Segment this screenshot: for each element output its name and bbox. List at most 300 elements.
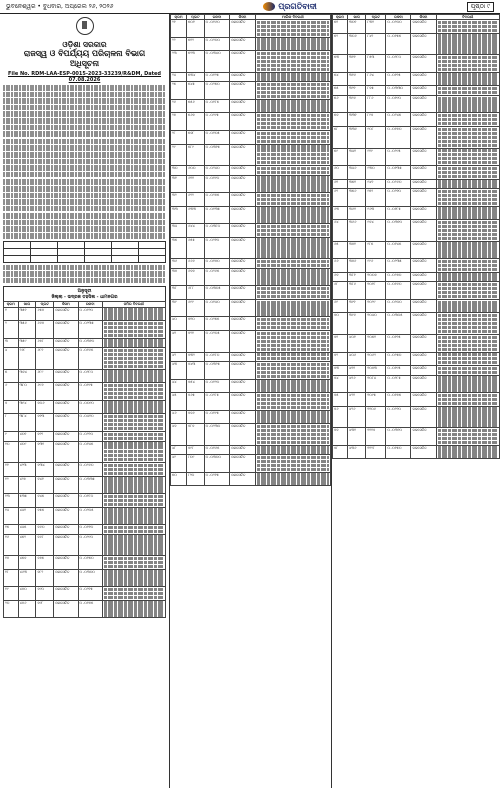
table-cell: ୬୭ [333,272,348,282]
table-cell: ୦.୦୧୪୫ [386,241,411,259]
table-cell: ୭୨ [333,352,348,366]
table-cell: ୩୮ [171,286,187,300]
table-cell: ୫୮ [333,126,348,148]
table-cell: ଜଳସେଚିତ [54,476,78,494]
table-cell: ୩୪୧ [348,148,366,166]
table-cell: ୬୬୬ [187,259,205,269]
table-cell: ୪୫୭ [18,556,36,570]
notice-title: ଅଧିସୂଚନା [69,59,100,68]
table-cell: ୧୦୫୧ [366,334,386,352]
table-row [333,393,500,407]
table-cell: ୮୫୩ [366,55,386,73]
table-cell: ୧୦୬୨ [366,352,386,366]
table-cell: ୦.୦୨୭୦ [386,272,411,282]
table-cell: ୭୩୪ [36,463,54,477]
table-cell: ୯ [4,431,19,441]
table-cell: ୯୧୯ [366,148,386,166]
table-cell: ଜଳସେଚିତ [230,424,256,446]
table-cell: ୭୪୧ [36,476,54,494]
land-description [255,99,330,113]
land-description [255,410,330,424]
table-cell: ୫୬୭ [187,113,205,131]
file-number: File No. RDM-LAA-ESP-0015-2023-33239/R&DM, Dated 07.08.2026 [7,71,162,83]
table-cell: ୭୯୮ [187,445,205,455]
table-row [333,259,500,273]
table-cell: ୦.୦୧୯୫ [78,383,102,401]
table-cell: ଜଳସେଚିତ [54,441,78,463]
table-cell: ୦.୦୧୫୦ [386,445,411,459]
page-number: ପୃଷ୍ଠା ୯ [467,2,494,12]
table-row [333,334,500,352]
table-cell: ୦.୦୨୨୦ [78,431,102,441]
table-cell: ୦.୦୧୯୦ [204,175,230,193]
table-cell: ଜଳସେଚିତ [54,587,78,601]
table-cell: ୧୫ [4,525,19,535]
table-cell: ୦.୦୧୮୦ [204,352,230,362]
table-cell: ୦.୦୩୦୫ [204,286,230,300]
table-cell: ୮୬୪ [366,72,386,86]
table-cell: ୦.୦୧୫୫ [386,33,411,55]
table-cell: ୦.୦୪୧୦ [78,414,102,432]
table-cell: ୩୨୬ [348,95,366,113]
summary-table [3,241,166,263]
table-cell: ୬୩୩ [187,206,205,224]
table-cell: ୦.୦୨୫୦ [204,82,230,100]
table-cell: ୩୩୬ [348,126,366,148]
table-cell: ଜଳସେଚିତ [54,463,78,477]
table-cell: ୧୦୭୩ [366,366,386,376]
land-description [436,148,500,166]
table-cell: ୫୩ [333,55,348,73]
table-cell: ୭୧ [333,334,348,352]
table-cell: ୩୨୧ [348,86,366,96]
table-cell: ୬୬୭ [36,321,54,339]
land-description [255,379,330,393]
table-cell: ୪୧୬ [348,375,366,393]
table-cell: ୫୦୧ [187,20,205,38]
table-cell: ୫୭ [333,113,348,127]
table-cell: ୩୮୦ [18,383,36,401]
table-cell: ୫୩୪ [187,72,205,82]
table-cell: ୭୩୨ [187,352,205,362]
land-description [436,313,500,335]
table-row [171,99,331,113]
land-description [436,113,500,127]
land-description [102,431,165,441]
table-cell: ୮ [4,414,19,432]
table-cell: ୦.୦୩୨୦ [386,428,411,446]
table-cell: ୩୧୬ [348,72,366,86]
table-cell: ୮୦୯ [187,455,205,473]
table-cell: ୪୦୬ [348,352,366,366]
table-cell: ୬୮୯ [36,369,54,383]
table-cell: ଜଳସେଚିତ [54,525,78,535]
table-cell: ୪୬ [171,410,187,424]
table-cell: ୦.୦୨୦୫ [204,330,230,352]
table-row [4,338,166,348]
land-description [436,428,500,446]
table-cell: ୩୭୪ [18,369,36,383]
table-row [4,569,166,587]
table-cell: ୦.୦୩୦୦ [78,569,102,587]
table-cell: ୪୬୩ [18,569,36,587]
table-cell: ୦.୦୨୮୦ [78,369,102,383]
table-cell: ଜଳସେଚିତ [411,148,436,166]
column-header: କ୍ରମ [171,15,187,20]
table-cell: ୫୫୬ [187,99,205,113]
land-description [436,393,500,407]
table-row [333,95,500,113]
table-cell: ୭୨୧ [187,330,205,352]
table-cell: ୦.୦୩୧୦ [386,220,411,242]
table-cell: ୯୦୮ [366,126,386,148]
table-cell: ୭୧୦ [187,317,205,331]
govt-emblem-icon [76,17,94,35]
table-cell: ୧୦୪୦ [366,313,386,335]
table-cell: ଜଳସେଚିତ [54,321,78,339]
table-cell: ୦.୦୨୧୫ [78,587,102,601]
table-cell: ୮୨୦ [187,472,205,486]
schedule-subtitle: ଜିଲ୍ଲା - ଭଦ୍ରକ ତହସିଲ - ଧାମନଗର [51,295,118,301]
land-description [255,445,330,455]
column-header: କିସମ [411,15,436,20]
table-cell: ୨୮ [171,130,187,144]
table-row [333,20,500,34]
table-cell: ଜଳସେଚିତ [54,534,78,556]
table-cell: ୪୦ [171,317,187,331]
table-cell: ଜଳସେଚିତ [411,20,436,34]
table-cell: ଜଳସେଚିତ [411,206,436,220]
table-cell: ୬୭୭ [187,268,205,286]
table-row [4,414,166,432]
table-cell: ୭୬୦ [36,525,54,535]
table-cell: ୦.୦୨୮୦ [386,55,411,73]
table-cell: ୧୦୯୫ [366,393,386,407]
table-cell: ୬୪ [333,220,348,242]
table-cell: ୨୬ [171,99,187,113]
table-cell: ୩୬ [171,259,187,269]
table-cell: ୬୨ [333,189,348,207]
land-description [255,330,330,352]
table-cell: ୧୦୨୯ [366,299,386,313]
land-description [255,206,330,224]
table-cell: ୦.୦୩୦୫ [386,313,411,335]
table-cell: ୮୪୨ [366,33,386,55]
table-cell: ୦.୦୨୩୫ [78,321,102,339]
land-description [436,352,500,366]
table-cell: ଜଳସେଚିତ [54,383,78,401]
table-row [333,313,500,335]
table-cell: ଜଳସେଚିତ [411,313,436,335]
table-cell: ଜଳସେଚିତ [411,55,436,73]
table-cell: ଜଳସେଚିତ [411,393,436,407]
table-cell: ୪୫୨ [18,534,36,556]
table-cell: ୩୪ [171,224,187,238]
table-row [171,166,331,176]
column-header: ଖାତା [18,302,36,307]
table-cell: ୧୦୮୪ [366,375,386,393]
table-cell: ୭୫୪ [187,379,205,393]
table-cell: ଜଳସେଚିତ [230,175,256,193]
table-cell: ୩୦୧ [348,20,366,34]
table-cell: ୯୩୦ [366,166,386,180]
table-cell: ୪୨୭ [18,476,36,494]
table-cell: ୩୯୬ [348,313,366,335]
table-cell: ୦.୦୧୬୫ [204,445,230,455]
schedule-title: ଅନୁସୂଚୀ [77,289,92,295]
table-row [171,51,331,73]
land-description [255,72,330,82]
column-header: ରକବା [386,15,411,20]
land-description [436,334,500,352]
table-row [4,476,166,494]
column-header: ଜମିର ବିବରଣୀ [102,302,165,307]
table-cell: ୨୭ [171,113,187,131]
land-description [102,507,165,525]
table-row [333,352,500,366]
land-description [102,400,165,414]
table-cell: ୩୭ [171,268,187,286]
table-cell: ୦.୦୨୦୦ [204,37,230,51]
table-cell: ୨୩ [171,51,187,73]
table-cell: ୪୩୧ [348,428,366,446]
table-cell: ୮୭୫ [366,86,386,96]
column-3 [332,14,500,788]
table-row [4,600,166,618]
land-description [255,237,330,259]
table-cell: ୭ [4,400,19,414]
table-row [171,424,331,446]
table-row [171,362,331,380]
table-cell: ଜଳସେଚିତ [411,406,436,428]
table-cell: ୦.୦୩୩୦ [386,86,411,96]
table-cell: ଜଳସେଚିତ [230,317,256,331]
column-1 [0,14,170,788]
table-row [4,556,166,570]
table-cell: ୬୮୮ [187,286,205,300]
table-cell: ଜଳସେଚିତ [411,189,436,207]
table-row [333,126,500,148]
table-row [4,587,166,601]
table-cell: ୭୩ [333,366,348,376]
table-cell: ୬୪୪ [187,224,205,238]
land-description [255,286,330,300]
table-cell: ୭୦୬ [36,400,54,414]
table-cell: ୦.୦୨୧୦ [386,189,411,207]
table-cell: ଜଳସେଚିତ [230,268,256,286]
table-row [333,445,500,459]
land-description [255,130,330,144]
table-cell: ଜଳସେଚିତ [230,224,256,238]
table-cell: ୦.୦୧୮୫ [386,206,411,220]
notice-body-1 [3,85,166,137]
table-cell: ୦.୦୧୫୦ [78,556,102,570]
column-header: ପ୍ଲଟ [366,15,386,20]
table-cell: ୦.୦୧୬୦ [386,282,411,300]
govt-name: ଓଡ଼ିଶା ସରକାର [62,40,107,49]
table-cell: ଜଳସେଚିତ [54,431,78,441]
column-header: ପ୍ଲଟ [36,302,54,307]
table-cell: ଜଳସେଚିତ [230,82,256,100]
land-description [255,362,330,380]
table-cell: ୫୬ [333,95,348,113]
table-cell: ୩୫୬ [348,189,366,207]
table-cell: ଜଳସେଚିତ [411,445,436,459]
schedule-table-2 [170,14,331,486]
table-cell: ଜଳସେଚିତ [411,272,436,282]
notice-body-4 [3,213,166,238]
land-description [255,166,330,176]
table-cell: ୨୪ [171,72,187,82]
land-description [436,126,500,148]
table-cell: ଜଳସେଚିତ [230,144,256,166]
table-cell: ୩୩୧ [348,113,366,127]
column-header: କିସମ [54,302,78,307]
table-cell: ଜଳସେଚିତ [54,338,78,348]
table-cell: ଜଳସେଚିତ [411,179,436,189]
land-description [255,224,330,238]
land-description [436,33,500,55]
table-cell: ୬୧ [333,179,348,189]
table-cell: ଜଳସେଚିତ [230,410,256,424]
table-cell: ୦.୦୧୨୫ [204,72,230,82]
table-cell: ୫୨ [333,33,348,55]
table-cell: ଜଳସେଚିତ [54,507,78,525]
table-row [4,507,166,525]
table-cell: ୩୧ [171,175,187,193]
table-cell: ୭୪୫ [36,494,54,508]
table-cell: ୦.୦୨୫୦ [386,352,411,366]
table-cell: ୪୭ [171,424,187,446]
table-cell: ୦.୦୧୨୦ [78,307,102,321]
table-cell: ୪୩ [171,362,187,380]
table-cell: ଜଳସେଚିତ [230,237,256,259]
table-cell: ୯୯୬ [366,259,386,273]
table-cell: ୮୯୭ [366,113,386,127]
table-row [333,375,500,393]
table-cell: ୦.୦୩୧୫ [204,144,230,166]
table-cell: ୭୮ [333,445,348,459]
table-cell: ୧୧ [4,463,19,477]
table-cell: ୬ [4,383,19,401]
schedule-heading [3,286,166,301]
land-description [102,307,165,321]
table-cell: ୦.୦୧୭୫ [386,393,411,407]
table-cell: ୩୫ [171,237,187,259]
table-cell: ଜଳସେଚିତ [230,206,256,224]
table-cell: ୦.୦୧୯୦ [386,95,411,113]
table-cell: ୩୨ [171,193,187,207]
table-cell: ଜଳସେଚିତ [54,307,78,321]
masthead [263,2,316,12]
table-row [171,193,331,207]
table-cell: ୨୦ [4,600,19,618]
table-cell: ୩୭୧ [348,241,366,259]
table-cell: ୧୦୦୭ [366,272,386,282]
table-cell: ୦.୦୨୬୦ [386,179,411,189]
table-cell: ଜଳସେଚିତ [411,428,436,446]
table-cell: ୬୯୯ [187,299,205,317]
table-cell: ୭୬୫ [187,393,205,411]
table-cell: ୨ [4,321,19,339]
land-description [436,86,500,96]
column-2 [170,14,332,788]
table-cell: ୬୦୦ [187,166,205,176]
table-cell: ୫୪୫ [187,82,205,100]
land-description [255,268,330,286]
table-cell: ୫୨୩ [187,51,205,73]
table-row [171,352,331,362]
land-description [436,445,500,459]
table-row [171,113,331,131]
table-cell: ଜଳସେଚିତ [230,130,256,144]
table-cell: ୬୫ [333,241,348,259]
table-cell: ୦.୦୦୯୦ [78,400,102,414]
column-header: ପ୍ଲଟ [187,15,205,20]
land-description [436,375,500,393]
table-cell: ୬୫୫ [187,237,205,259]
table-cell: ଜଳସେଚିତ [230,286,256,300]
table-cell: ୪୨୧ [348,393,366,407]
land-description [102,494,165,508]
table-cell: ୩୯ [171,299,187,317]
table-cell: ୦.୦୨୯୫ [204,113,230,131]
table-cell: ୭୭୬ [187,410,205,424]
table-cell: ଜଳସେଚିତ [411,33,436,55]
table-cell: ୧୯ [4,587,19,601]
table-cell: ଜଳସେଚିତ [230,193,256,207]
table-row [171,259,331,269]
table-cell: ୫୯ [333,148,348,166]
table-row [171,20,331,38]
table-cell: ୬୧୧ [187,175,205,193]
table-cell: ଜଳସେଚିତ [54,556,78,570]
land-description [255,317,330,331]
table-cell: ୭୬ [333,406,348,428]
table-cell: ଜଳସେଚିତ [230,99,256,113]
table-cell: ୭୧୩ [36,414,54,432]
table-cell: ଜଳସେଚିତ [411,86,436,96]
masthead-title: ପ୍ରଗତିବାଦୀ [278,1,317,11]
table-cell: ୫୩୫ [18,494,36,508]
table-cell: ୫୫ [333,86,348,96]
table-cell: ଜଳସେଚିତ [230,352,256,362]
table-cell: ଜଳସେଚିତ [411,334,436,352]
table-cell: ୩୮୪ [18,414,36,432]
land-description [102,348,165,370]
column-header: ରକବା [204,15,230,20]
table-cell: ୭୯୮ [36,600,54,618]
table-cell: ୪୮ [171,445,187,455]
table-cell: ୦.୦୩୨୫ [204,362,230,380]
table-cell: ୪୪୧ [18,507,36,525]
table-cell: ୦.୦୨୧୫ [204,472,230,486]
table-cell: ଜଳସେଚିତ [54,600,78,618]
table-cell: ୩୫୬ [18,321,36,339]
table-cell: ଜଳସେଚିତ [230,113,256,131]
table-cell: ୩୮୧ [348,272,366,282]
table-cell: ୦.୦୧୬୦ [204,20,230,38]
land-description [436,189,500,207]
table-cell: ୭୫ [333,393,348,407]
table-cell: ଜଳସେଚିତ [230,445,256,455]
table-cell: ୦.୦୧୨୫ [386,334,411,352]
land-description [102,476,165,494]
table-cell: ୪୨୬ [348,406,366,428]
table-cell: ୧୪ [4,507,19,525]
table-cell: ୬୬ [333,259,348,273]
table-cell: ୧ [4,307,19,321]
